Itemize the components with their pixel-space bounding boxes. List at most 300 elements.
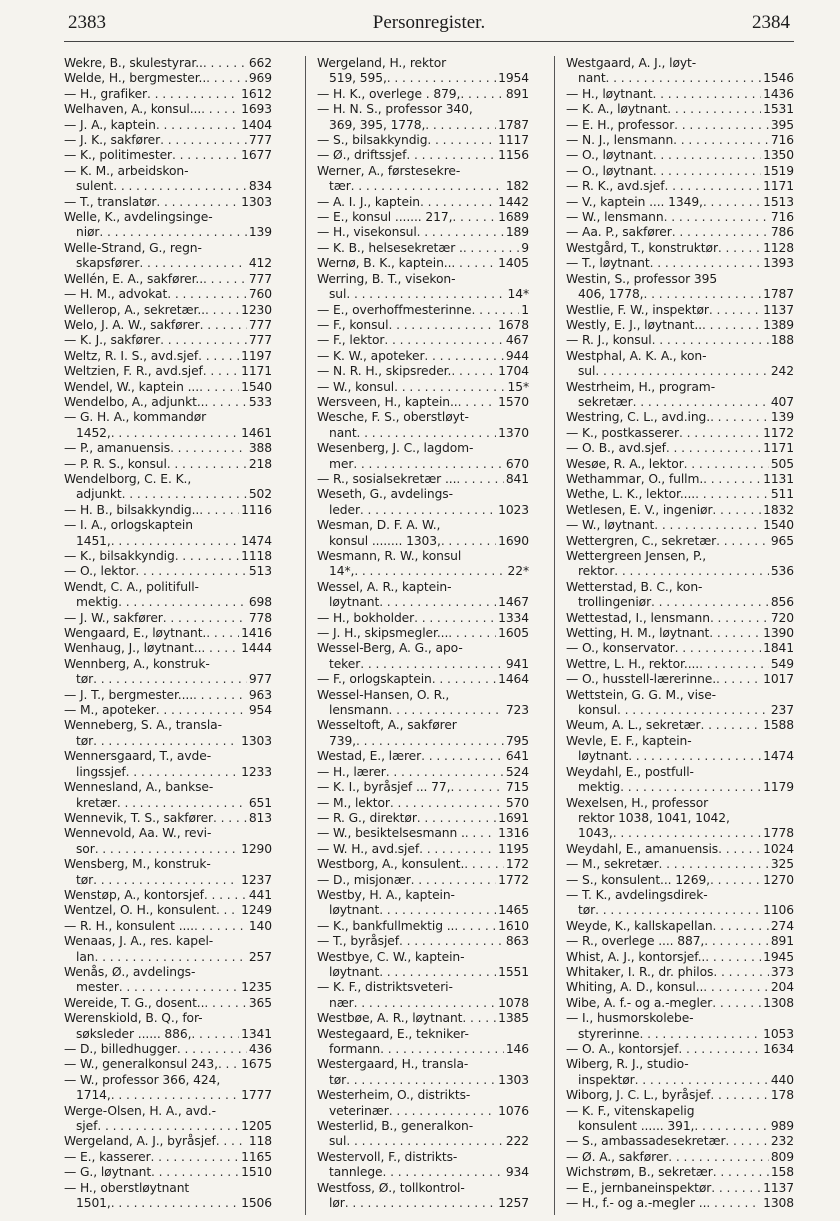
page-reference: 1540: [763, 518, 794, 533]
entry-text: nær: [329, 995, 354, 1010]
page-reference: 1675: [241, 1057, 272, 1072]
entry-text: mer: [329, 456, 354, 471]
entry-text: tør: [329, 1072, 347, 1087]
entry-text: Westerheim, O., distrikts-: [317, 1088, 471, 1103]
entry-text: — K., postkasserer: [566, 425, 679, 440]
register-entry: [566, 164, 794, 179]
register-entry: [317, 1088, 529, 1119]
dot-leader: [674, 118, 769, 133]
entry-text: sor: [76, 841, 95, 856]
page-reference: 1171: [241, 364, 272, 379]
entry-line: [64, 657, 272, 672]
entry-line: [317, 426, 529, 441]
page-reference: 963: [248, 687, 272, 702]
entry-line: [566, 364, 794, 379]
register-entry: [566, 503, 794, 518]
register-entry: [317, 210, 529, 225]
entry-line: [566, 564, 794, 579]
entry-line: [64, 457, 272, 472]
entry-line: [317, 380, 529, 395]
register-entry: [64, 888, 272, 903]
dot-leader: [421, 749, 504, 764]
entry-line: [64, 287, 272, 302]
entry-line: [64, 564, 272, 579]
entry-text: niør: [76, 225, 100, 240]
register-entry: [64, 811, 272, 826]
entry-text: — O., konservator: [566, 641, 675, 656]
index-column-middle: [317, 56, 529, 1211]
entry-line: [317, 118, 529, 133]
dot-leader: [644, 287, 762, 302]
entry-line: [64, 1150, 272, 1165]
entry-line: [317, 950, 529, 965]
index-column-right: [566, 56, 794, 1211]
entry-line: [566, 256, 794, 271]
register-entry: [317, 857, 529, 872]
register-entry: [317, 826, 529, 841]
dot-leader: [357, 426, 497, 441]
dot-leader: [139, 256, 247, 271]
page-reference: 777: [248, 133, 272, 148]
entry-text: Wiberg, R. J., studio-: [566, 1057, 689, 1072]
register-entry: [64, 71, 272, 86]
register-entry: [317, 980, 529, 1011]
dot-leader: [93, 734, 239, 749]
page-reference: 570: [505, 795, 529, 810]
register-entry: [566, 518, 794, 533]
page-reference: 22*: [507, 564, 529, 579]
entry-text: Wethammar, O., fullm.: [566, 471, 704, 486]
entry-text: Wichstrøm, B., sekretær: [566, 1165, 713, 1180]
page-reference: 941: [505, 656, 529, 671]
dot-leader: [441, 534, 496, 549]
entry-text: 369, 395, 1778,: [329, 117, 426, 132]
dot-leader: [419, 842, 496, 857]
entry-text: 1452,: [76, 425, 111, 440]
dot-leader: [111, 1088, 239, 1103]
register-entry: [317, 1119, 529, 1150]
entry-text: — H. K., overlege . 879,: [317, 86, 461, 101]
page-reference: 777: [248, 271, 272, 286]
entry-line: [566, 195, 794, 210]
entry-line: [317, 996, 529, 1011]
dot-leader: [118, 595, 247, 610]
entry-text: rektor: [578, 564, 615, 579]
page-reference: 1053: [763, 1026, 794, 1041]
dot-leader: [653, 87, 762, 102]
register-entry: [566, 950, 794, 965]
page-reference: 1787: [763, 287, 794, 302]
entry-line: [566, 734, 794, 749]
register-entry: [566, 1042, 794, 1057]
page-reference: 257: [248, 949, 272, 964]
dot-leader: [667, 102, 761, 117]
page-reference: 651: [248, 795, 272, 810]
page-reference: 1605: [498, 626, 529, 641]
entry-line: [566, 487, 794, 502]
dot-leader: [151, 1150, 240, 1165]
register-entry: [566, 426, 794, 441]
entry-line: [64, 210, 272, 225]
dot-leader: [718, 842, 761, 857]
entry-line: [64, 1104, 272, 1119]
entry-line: [317, 934, 529, 949]
page-reference: 1316: [498, 826, 529, 841]
register-entry: [317, 1150, 529, 1181]
page-reference: 1464: [498, 672, 529, 687]
page-reference: 1237: [241, 872, 272, 887]
entry-text: — M., sekretær: [566, 857, 659, 872]
dot-leader: [664, 210, 769, 225]
page-reference: 1290: [241, 841, 272, 856]
entry-text: løytnant: [329, 964, 380, 979]
entry-text: 739,: [329, 733, 356, 748]
entry-line: [64, 380, 272, 395]
dot-leader: [664, 179, 761, 194]
entry-text: — E., konsul ....... 217,: [317, 210, 453, 225]
entry-text: Weydahl, E., postfull-: [566, 764, 694, 779]
register-entry: [64, 996, 272, 1011]
register-entry: [317, 611, 529, 626]
page-reference: 533: [248, 394, 272, 409]
entry-text: Wesøe, R. A., lektor: [566, 456, 684, 471]
page-reference: 1197: [241, 348, 272, 363]
page-reference: 1017: [763, 672, 794, 687]
entry-line: [317, 534, 529, 549]
entry-text: — R. G., direktør: [317, 810, 417, 825]
entry-line: [317, 195, 529, 210]
register-entry: [64, 195, 272, 210]
entry-line: [64, 1011, 272, 1026]
entry-line: [64, 179, 272, 194]
entry-line: [317, 564, 529, 579]
dot-leader: [360, 657, 504, 672]
entry-line: [64, 1073, 272, 1088]
entry-line: [317, 796, 529, 811]
entry-line: [317, 1027, 529, 1042]
entry-text: — W., professor 366, 424,: [64, 1072, 221, 1087]
register-entry: [566, 765, 794, 796]
page-reference: 1: [521, 302, 529, 317]
register-entry: [64, 441, 272, 456]
entry-text: Westphal, A. K. A., kon-: [566, 348, 707, 363]
page-reference: 1693: [241, 102, 272, 117]
page-reference: 1179: [763, 780, 794, 795]
entry-line: [317, 364, 529, 379]
entry-text: Weltzien, F. R., avd.sjef: [64, 364, 203, 379]
register-entry: [566, 303, 794, 318]
register-entry: [317, 195, 529, 210]
dot-leader: [99, 225, 246, 240]
page-reference: 1404: [241, 117, 272, 132]
entry-text: — W. H., avd.sjef: [317, 841, 420, 856]
entry-text: lingssjef: [76, 764, 126, 779]
page-reference: 1612: [241, 86, 272, 101]
register-entry: [64, 133, 272, 148]
dot-leader: [203, 56, 247, 71]
entry-text: Wendt, C. A., politifull-: [64, 579, 199, 594]
page-reference: 641: [505, 749, 529, 764]
page-reference: 1235: [241, 980, 272, 995]
register-entry: [566, 1011, 794, 1042]
entry-text: Wettre, L. H., rektor....: [566, 656, 700, 671]
entry-text: — J. H., skipsmegler...: [317, 626, 449, 641]
entry-text: Wereide, T. G., dosent..: [64, 995, 205, 1010]
entry-line: [317, 457, 529, 472]
dot-leader: [633, 395, 769, 410]
entry-line: [566, 241, 794, 256]
entry-line: [566, 395, 794, 410]
entry-text: Welle-Strand, G., regn-: [64, 240, 202, 255]
page-reference: 1461: [241, 425, 272, 440]
entry-line: [566, 996, 794, 1011]
entry-text: — Ø., driftssjef: [317, 148, 407, 163]
register-entry: [64, 1073, 272, 1104]
entry-line: [566, 318, 794, 333]
entry-line: [64, 133, 272, 148]
register-entry: [64, 395, 272, 410]
register-entry: [566, 857, 794, 872]
entry-text: tannlege: [329, 1165, 383, 1180]
dot-leader: [613, 826, 761, 841]
entry-line: [64, 441, 272, 456]
dot-leader: [389, 1104, 496, 1119]
entry-line: [566, 349, 794, 364]
dot-leader: [703, 980, 769, 995]
entry-line: [317, 503, 529, 518]
entry-text: — M., apoteker: [64, 703, 156, 718]
register-entry: [64, 688, 272, 703]
entry-line: [64, 595, 272, 610]
dot-leader: [216, 903, 239, 918]
entry-line: [566, 718, 794, 733]
page-reference: 1385: [498, 1011, 529, 1026]
entry-line: [317, 333, 529, 348]
entry-text: — K. B., helsesekretær .: [317, 240, 463, 255]
entry-line: [317, 873, 529, 888]
entry-text: konsul: [578, 703, 618, 718]
register-entry: [64, 1042, 272, 1057]
register-entry: [317, 718, 529, 749]
entry-line: [566, 611, 794, 626]
dot-leader: [204, 888, 247, 903]
dot-leader: [175, 549, 239, 564]
page-reference: 1171: [763, 441, 794, 456]
entry-text: Wethe, L. K., lektor....: [566, 487, 696, 502]
entry-text: Wettergreen Jensen, P.,: [566, 549, 707, 563]
entry-line: [566, 1134, 794, 1149]
page-reference: 1303: [241, 733, 272, 748]
page-reference: 1691: [498, 810, 529, 825]
register-entry: [64, 657, 272, 688]
entry-text: — O. A., kontorsjef: [566, 1042, 679, 1056]
entry-text: Wettergren, C., sekretær: [566, 533, 717, 548]
page-reference: 834: [248, 179, 272, 194]
dot-leader: [462, 1011, 496, 1026]
entry-text: — N. R. H., skipsreder.: [317, 364, 452, 379]
register-entry: [317, 256, 529, 271]
dot-leader: [200, 318, 247, 333]
entry-text: — K., bilsakkyndig: [64, 549, 175, 563]
dot-leader: [709, 626, 761, 641]
page-reference: 1436: [763, 86, 794, 101]
entry-line: [317, 256, 529, 271]
entry-line: [566, 811, 794, 826]
entry-text: — J. T., bergmester....: [64, 687, 194, 702]
page-reference: 1540: [241, 379, 272, 394]
page-reference: 1308: [763, 1196, 794, 1211]
dot-leader: [673, 133, 769, 148]
page-reference: 1118: [241, 549, 272, 563]
page-reference: 1172: [763, 425, 794, 440]
dot-leader: [654, 518, 761, 533]
page-title: Personregister.: [372, 12, 486, 33]
page-reference: 1405: [498, 256, 529, 271]
entry-line: [566, 1150, 794, 1165]
entry-line: [64, 903, 272, 918]
page-reference: 1393: [763, 256, 794, 271]
entry-line: [317, 1011, 529, 1026]
dot-leader: [194, 919, 247, 934]
dot-leader: [206, 71, 247, 86]
entry-line: [566, 87, 794, 102]
entry-line: [317, 1134, 529, 1149]
entry-text: — R. J., konsul: [566, 333, 652, 348]
entry-line: [566, 873, 794, 888]
entry-line: [317, 749, 529, 764]
entry-text: — W., konsul: [317, 379, 395, 394]
entry-line: [317, 842, 529, 857]
dot-leader: [675, 641, 761, 656]
entry-line: [64, 1042, 272, 1057]
entry-text: — K. I., byråsjef ... 77,: [317, 780, 451, 795]
entry-text: — V., kaptein .... 1349,: [566, 194, 703, 209]
entry-text: — T., translatør: [64, 194, 157, 209]
register-entry: [566, 842, 794, 857]
dot-leader: [620, 780, 761, 795]
entry-text: veterinær: [329, 1103, 389, 1118]
dot-leader: [464, 857, 504, 872]
entry-line: [566, 457, 794, 472]
register-entry: [566, 718, 794, 733]
entry-line: [566, 580, 794, 595]
entry-text: — F., konsul: [317, 317, 389, 332]
page-reference: 662: [248, 56, 272, 70]
entry-line: [64, 148, 272, 163]
register-entry: [64, 241, 272, 272]
entry-text: inspektør: [578, 1072, 635, 1087]
entry-text: — J. A., kaptein: [64, 117, 156, 132]
register-entry: [317, 626, 529, 641]
entry-text: mektig: [578, 780, 621, 795]
register-entry: [64, 164, 272, 195]
dot-leader: [659, 857, 769, 872]
dot-leader: [156, 195, 239, 210]
register-entry: [317, 241, 529, 256]
register-entry: [317, 1057, 529, 1088]
entry-text: Wenaas, J. A., res. kapel-: [64, 934, 214, 949]
entry-line: [566, 380, 794, 395]
dot-leader: [360, 503, 496, 518]
entry-line: [64, 842, 272, 857]
entry-text: Westegaard, E., tekniker-: [317, 1026, 469, 1041]
entry-line: [64, 811, 272, 826]
entry-line: [64, 349, 272, 364]
entry-text: Weseth, G., avdelings-: [317, 487, 453, 502]
page-reference: 1787: [498, 117, 529, 132]
entry-text: 14*,: [329, 564, 355, 579]
entry-text: Westfoss, Ø., tollkontrol-: [317, 1180, 465, 1195]
register-entry: [566, 1088, 794, 1103]
register-entry: [317, 380, 529, 395]
register-entry: [64, 303, 272, 318]
page-reference: 786: [770, 225, 794, 240]
entry-line: [64, 996, 272, 1011]
dot-leader: [346, 287, 505, 302]
entry-text: leder: [329, 502, 360, 517]
header-rule: [64, 41, 794, 42]
entry-text: — K., bankfullmektig ..: [317, 918, 455, 933]
register-entry: [566, 626, 794, 641]
page-reference: 1390: [763, 626, 794, 641]
entry-text: teker: [329, 656, 361, 671]
entry-line: [317, 611, 529, 626]
page-reference: 969: [248, 71, 272, 86]
entry-text: Wesman, D. F. A. W.,: [317, 518, 441, 533]
entry-line: [317, 1073, 529, 1088]
register-entry: [64, 87, 272, 102]
entry-line: [566, 857, 794, 872]
dot-leader: [111, 534, 239, 549]
page-reference: 511: [770, 487, 794, 502]
entry-line: [64, 749, 272, 764]
entry-line: [566, 1057, 794, 1072]
page-reference: 513: [248, 564, 272, 579]
entry-text: 1043,: [578, 826, 613, 841]
page-reference: 841: [505, 471, 529, 486]
entry-line: [317, 826, 529, 841]
register-entry: [317, 441, 529, 472]
register-entry: [566, 1196, 794, 1211]
register-entry: [64, 626, 272, 641]
entry-text: — N. J., lensmann: [566, 133, 674, 148]
entry-text: — O., løytnant: [566, 148, 653, 163]
register-entry: [64, 641, 272, 656]
register-entry: [566, 672, 794, 687]
entry-text: Westgård, T., konstruktør: [566, 240, 718, 255]
dot-leader: [205, 303, 239, 318]
register-entry: [64, 118, 272, 133]
register-entry: [566, 87, 794, 102]
entry-text: — K. J., sakfører: [64, 333, 161, 348]
page-reference: 436: [248, 1042, 272, 1056]
register-entry: [64, 749, 272, 780]
page-reference: 1689: [498, 210, 529, 225]
entry-line: [566, 641, 794, 656]
dot-leader: [354, 996, 496, 1011]
dot-leader: [706, 1196, 761, 1211]
page-reference: 760: [248, 287, 272, 302]
register-entry: [566, 580, 794, 611]
entry-text: — E., kasserer: [64, 1149, 151, 1164]
register-entry: [64, 518, 272, 549]
dot-leader: [465, 826, 496, 841]
entry-line: [566, 980, 794, 995]
page-reference: 1610: [498, 918, 529, 933]
entry-line: [566, 118, 794, 133]
entry-line: [317, 241, 529, 256]
page-reference: 715: [505, 780, 529, 795]
